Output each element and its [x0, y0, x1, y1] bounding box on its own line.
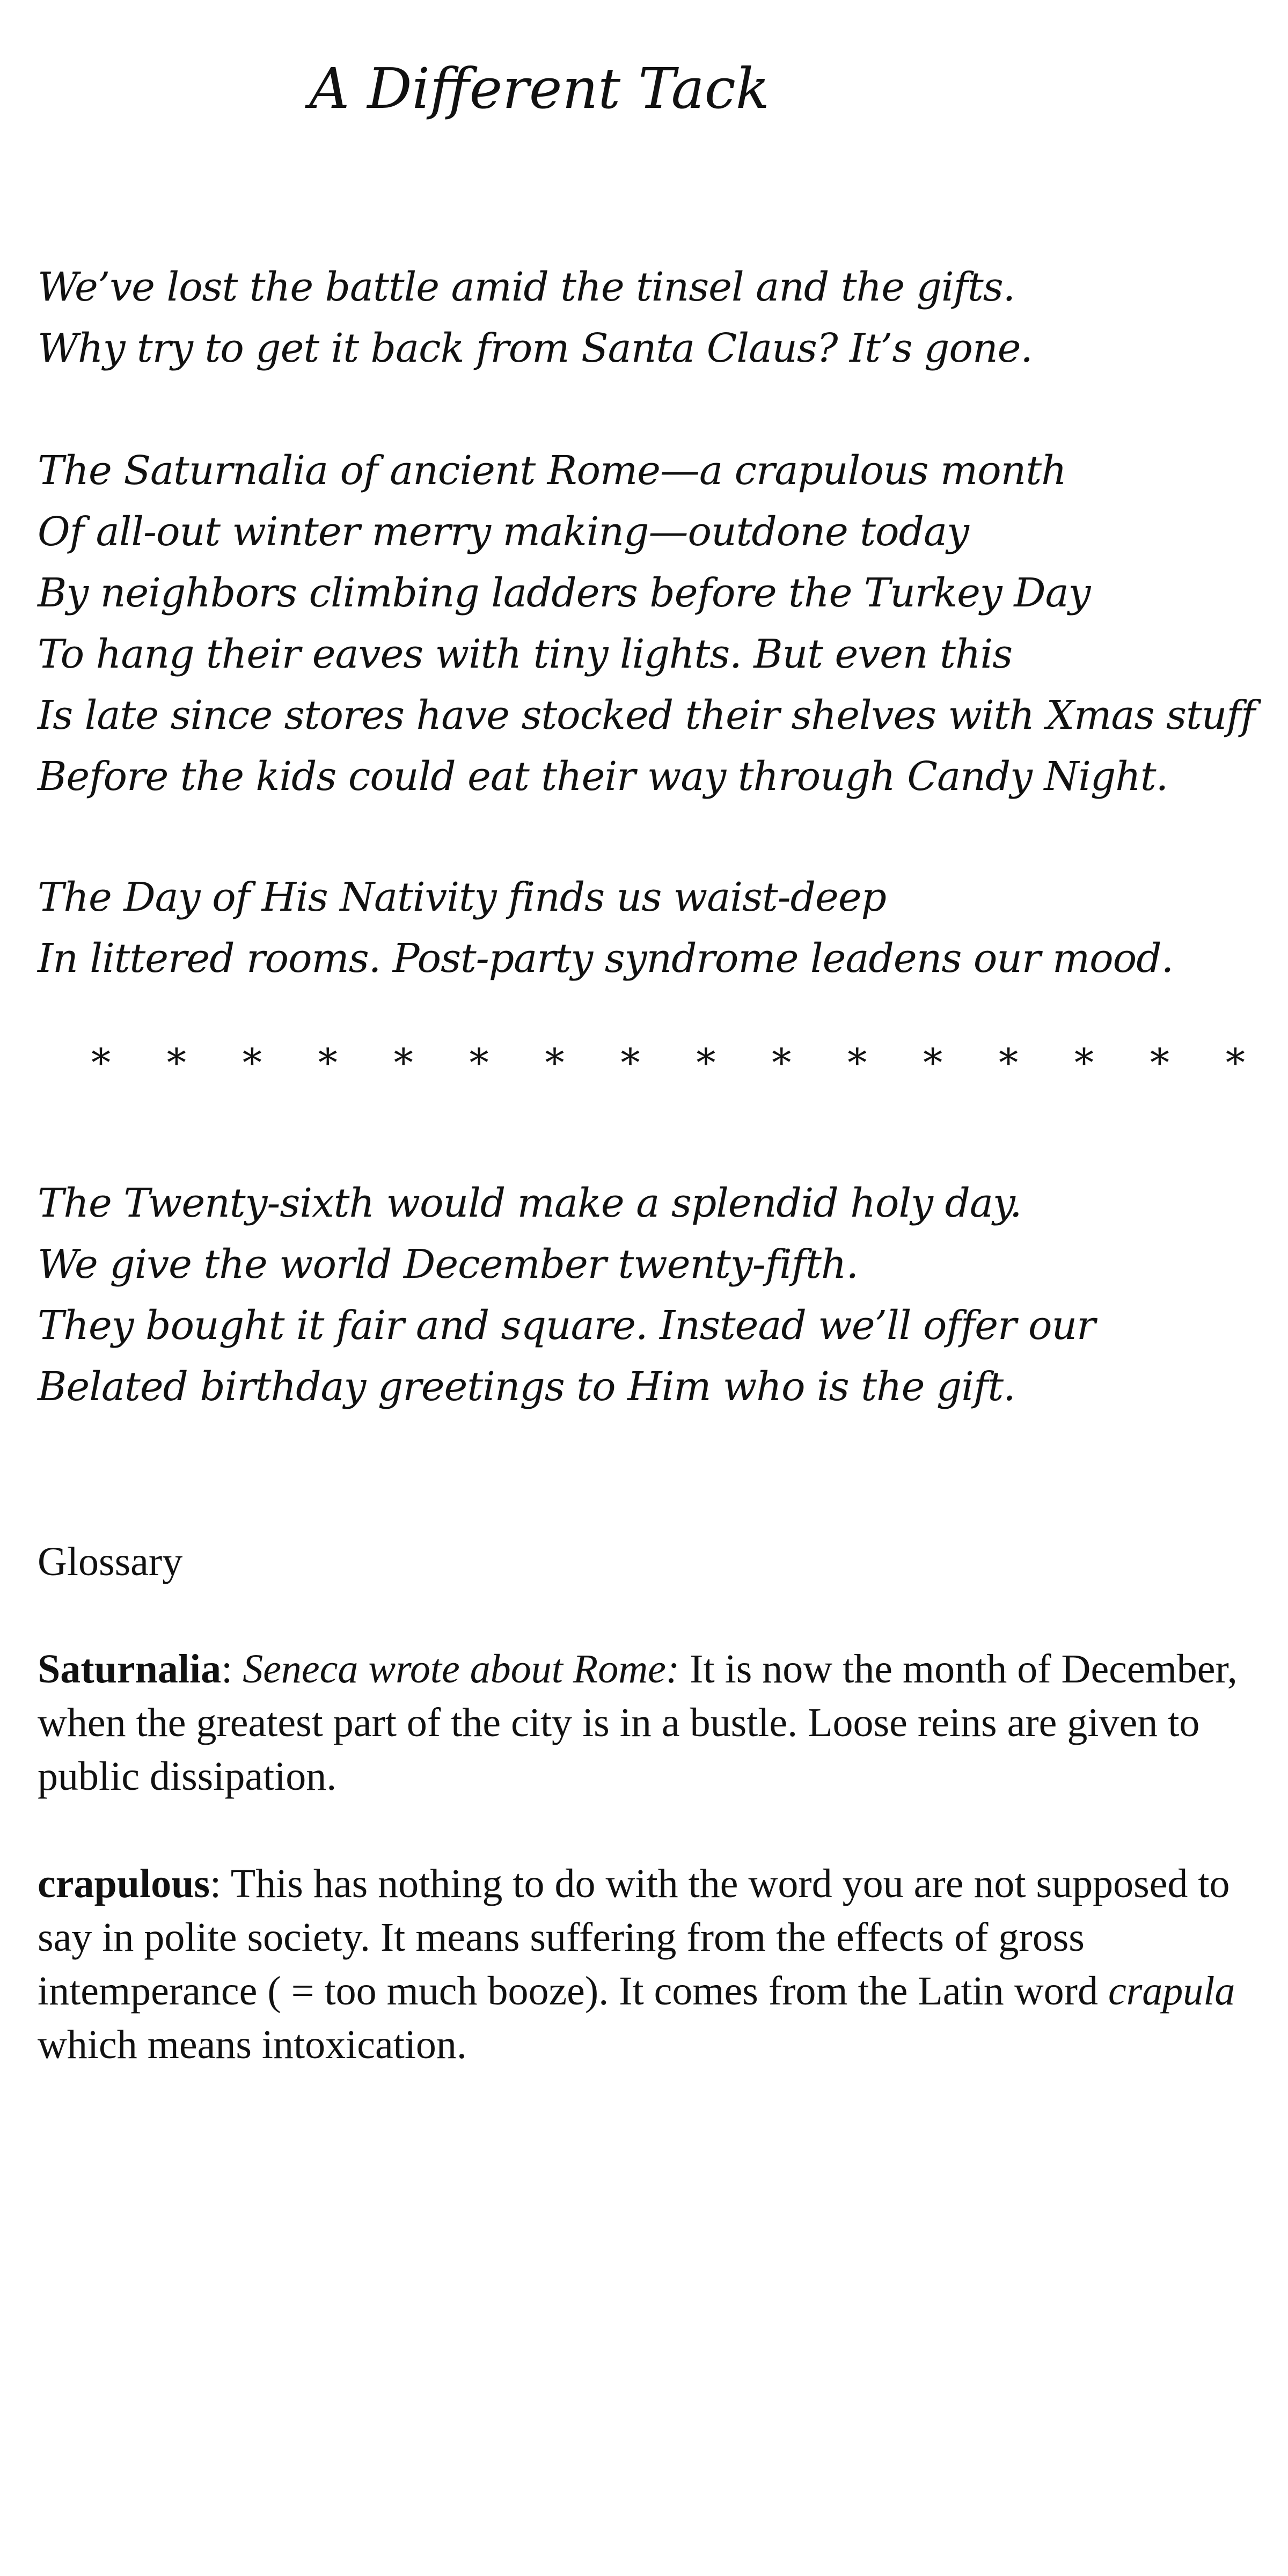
separator-star: *: [91, 1040, 111, 1085]
separator-star: *: [620, 1040, 640, 1085]
poem-line: They bought it fair and square. Instead we’ll offer our: [38, 1302, 1095, 1349]
poem-line: Of all-out winter merry making—outdone today: [38, 509, 969, 555]
glossary-quote-intro: Seneca wrote about Rome:: [232, 1646, 680, 1692]
poem-title: A Different Tack: [309, 56, 770, 121]
separator-star: *: [1150, 1040, 1169, 1085]
separator-star: *: [999, 1040, 1019, 1085]
poem-line: The Twenty-sixth would make a splendid holy day.: [38, 1180, 1022, 1226]
separator-star: *: [1225, 1040, 1245, 1085]
poem-line: Before the kids could eat their way through Candy Night.: [38, 753, 1168, 800]
poem-line: Why try to get it back from Santa Claus? It’s gone.: [38, 325, 1033, 371]
glossary-term: crapulous: [38, 1861, 210, 1906]
poem-line: We’ve lost the battle amid the tinsel and the gifts.: [38, 264, 1015, 310]
poem-stanza-1: [38, 257, 1272, 379]
glossary-heading: Glossary: [38, 1539, 183, 1584]
separator-star: *: [696, 1040, 716, 1085]
glossary-entry-crapulous: [38, 1857, 1256, 2072]
separator-star: *: [847, 1040, 867, 1085]
separator-star: *: [242, 1040, 262, 1085]
poem-line: Is late since stores have stocked their shelves with Xmas stuff: [38, 692, 1255, 738]
glossary-colon: :: [221, 1646, 233, 1692]
glossary-latin-word: crapula: [1108, 1968, 1235, 2014]
glossary-definition: This has nothing to do with the word you are not supposed to say in polite society. It means suffering from the effects of gross intemperance ( = too much booze). It comes from the Latin word: [38, 1861, 1230, 2014]
separator-star: *: [393, 1040, 413, 1085]
poem-line: Belated birthday greetings to Him who is the gift.: [38, 1364, 1015, 1410]
poem-line: By neighbors climbing ladders before the Turkey Day: [38, 570, 1091, 616]
poem-line: In littered rooms. Post-party syndrome leadens our mood.: [38, 935, 1174, 982]
separator-star: *: [772, 1040, 792, 1085]
separator-star: *: [923, 1040, 943, 1085]
poem-stanza-2: [38, 440, 1272, 807]
poem-line: The Day of His Nativity finds us waist-deep: [38, 874, 886, 920]
section-separator: [91, 1036, 1245, 1089]
poem-line: To hang their eaves with tiny lights. But even this: [38, 631, 1013, 677]
glossary-colon: :: [209, 1861, 222, 1906]
poem-stanza-3: [38, 867, 1272, 989]
separator-star: *: [318, 1040, 338, 1085]
glossary-term: Saturnalia: [38, 1646, 222, 1692]
separator-star: *: [166, 1040, 186, 1085]
glossary-entry-saturnalia: [38, 1642, 1256, 1803]
poem-line: We give the world December twenty-fifth.: [38, 1241, 859, 1287]
glossary-definition: It is now the month of December, when the greatest part of the city is in a bustle. Loose reins are given to public dissipation.: [38, 1646, 1238, 1799]
glossary-definition-end: which means intoxication.: [38, 2022, 467, 2067]
separator-star: *: [1074, 1040, 1094, 1085]
poem-line: The Saturnalia of ancient Rome—a crapulous month: [38, 448, 1066, 494]
poem-stanza-4: [38, 1173, 1272, 1417]
separator-star: *: [469, 1040, 489, 1085]
separator-star: *: [545, 1040, 565, 1085]
